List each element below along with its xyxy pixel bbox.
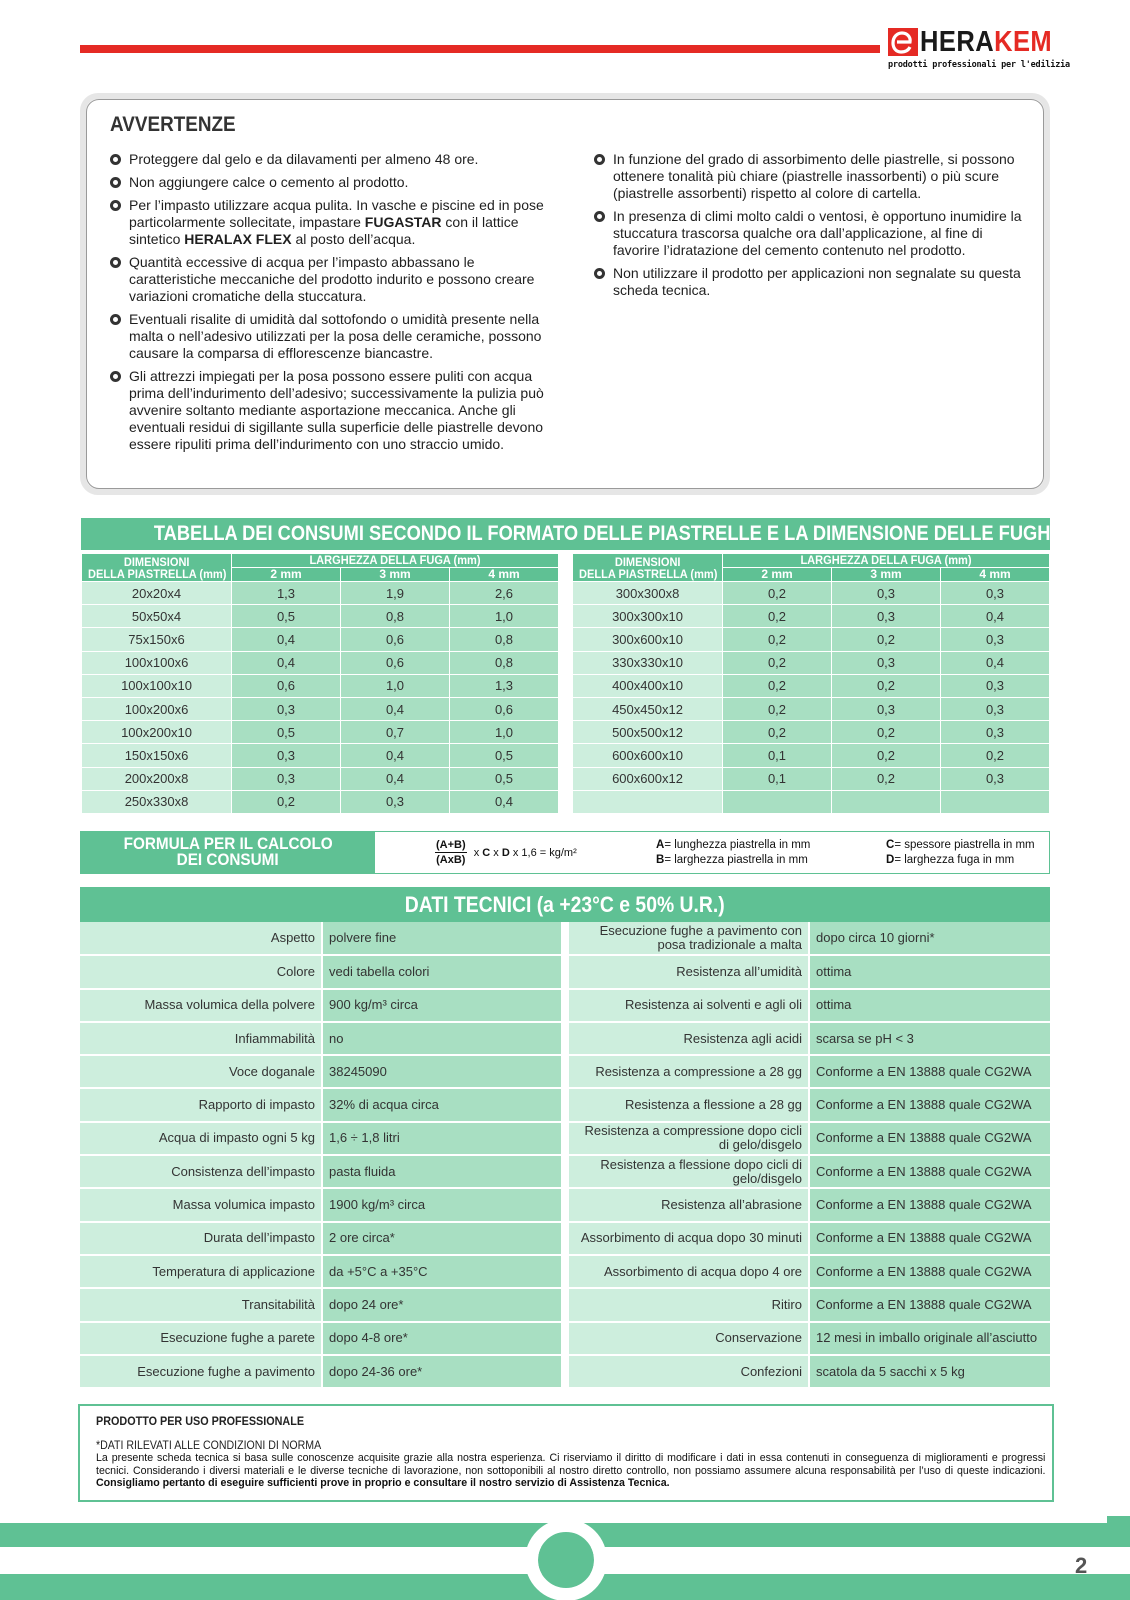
warning-item: Quantità eccessive di acqua per l’impasto abbassano le caratteristiche meccaniche del prodotto indurito e possono creare variazioni cromatiche della stuccatura. [110,254,550,305]
consumption-value-cell [941,790,1050,813]
consumption-value-cell: 0,4 [450,790,559,813]
consumption-value-cell: 0,2 [723,721,832,744]
property-value: 32% di acqua circa [322,1088,561,1121]
warning-item: Gli attrezzi impiegati per la posa possono essere puliti con acqua prima dell’indurimento dell’adesivo; successivamente la pulizia può avvenire soltanto mediante asportazione meccanica. Anche gli eventuali residui di sigillante sulla superficie delle piastrelle devono essere ripuliti prima dell’indurimento con uno straccio umido. [110,368,550,453]
technical-table-right [569,922,1050,1389]
consumption-value-cell [832,790,941,813]
consumption-value-cell: 0,8 [450,651,559,674]
property-value: ottima [809,989,1050,1022]
col-header: 4 mm [941,568,1050,582]
tile-dimension-cell: 100x100x10 [82,674,232,697]
formula-box [80,831,1050,874]
property-name: Transitabilità [80,1288,322,1321]
table-row [80,1155,561,1188]
table-row [569,1022,1050,1055]
property-value: pasta fluida [322,1155,561,1188]
table-row [80,1288,561,1321]
bullet-icon [110,154,121,165]
consumption-value-cell: 0,3 [941,767,1050,790]
formula-definitions-ab: A= lunghezza piastrella in mm B= larghezza piastrella in mm [656,839,811,866]
table-row [569,989,1050,1022]
warning-item: Proteggere dal gelo e da dilavamenti per almeno 48 ore. [110,151,550,168]
property-name: Esecuzione fughe a pavimento con posa tradizionale a malta [569,922,809,955]
table-row [573,767,1050,790]
consumption-value-cell: 0,4 [232,628,341,651]
table-row [573,697,1050,720]
warning-item: In presenza di climi molto caldi o ventosi, è opportuno inumidire la stuccatura trascorsa qualche ora dall’applicazione, al fine di favorire l’idratazione del cemento contenuto nel prodotto. [594,208,1026,259]
warnings-right-list [594,151,1026,305]
consumption-table-right [572,553,1050,814]
tile-dimension-cell: 500x500x12 [573,721,723,744]
consumption-value-cell: 0,4 [341,767,450,790]
col-header: 4 mm [450,568,559,582]
property-value: Conforme a EN 13888 quale CG2WA [809,1088,1050,1121]
table-row [82,628,559,651]
consumption-value-cell: 0,3 [941,628,1050,651]
property-name: Conservazione [569,1322,809,1355]
tile-dimension-cell: 400x400x10 [573,674,723,697]
herakem-logo-icon [888,28,918,56]
tile-dimension-cell: 330x330x10 [573,651,723,674]
consumption-value-cell: 0,2 [941,744,1050,767]
joint-width-header: LARGHEZZA DELLA FUGA (mm) [723,554,1050,568]
table-row [82,744,559,767]
table-row [82,651,559,674]
warning-item: In funzione del grado di assorbimento delle piastrelle, si possono ottenere tonalità più chiare (piastrelle inassorbenti) o più scure (piastrelle assorbenti) rispetto al colore di cartella. [594,151,1026,202]
formula-equation: $\frac{(A+B)}{\text{(AxB)}}$ x C x D x 1,6 = kg/m² [436,839,577,866]
property-name: Esecuzione fughe a parete [80,1322,322,1355]
consumption-value-cell: 0,2 [723,674,832,697]
table-row [80,1122,561,1155]
property-value: dopo 4-8 ore* [322,1322,561,1355]
consumption-value-cell: 0,2 [832,767,941,790]
table-row [573,790,1050,813]
consumption-value-cell: 1,0 [341,674,450,697]
property-name: Resistenza all’abrasione [569,1188,809,1221]
property-value: 12 mesi in imballo originale all’asciutto [809,1322,1050,1355]
table-row [573,582,1050,605]
consumption-value-cell: 0,4 [232,651,341,674]
property-value: Conforme a EN 13888 quale CG2WA [809,1222,1050,1255]
warnings-box [80,93,1050,495]
brand-part-1: HERA [920,26,995,58]
consumption-value-cell [723,790,832,813]
table-row [80,1222,561,1255]
notes-box [78,1404,1054,1502]
technical-table-left [80,922,561,1389]
brand-part-2: KEM [994,26,1053,58]
property-name: Ritiro [569,1288,809,1321]
property-value: dopo circa 10 giorni* [809,922,1050,955]
property-value: 900 kg/m³ circa [322,989,561,1022]
col-header: 2 mm [723,568,832,582]
property-value: scarsa se pH < 3 [809,1022,1050,1055]
tile-dimension-cell: 300x300x8 [573,582,723,605]
table-row [569,1122,1050,1155]
herakem-logo [888,26,1070,73]
bullet-icon [110,314,121,325]
consumption-value-cell: 0,2 [723,651,832,674]
table-row [569,1155,1050,1188]
consumption-value-cell: 0,8 [450,628,559,651]
property-value: 38245090 [322,1055,561,1088]
consumption-value-cell: 0,4 [341,697,450,720]
property-name: Resistenza a compressione a 28 gg [569,1055,809,1088]
property-name: Assorbimento di acqua dopo 30 minuti [569,1222,809,1255]
consumption-value-cell: 0,3 [832,605,941,628]
technical-data-title: DATI TECNICI (a +23°C e 50% U.R.) [80,887,1050,922]
property-name: Acqua di impasto ogni 5 kg [80,1122,322,1155]
property-name: Infiammabilità [80,1022,322,1055]
bullet-icon [110,200,121,211]
table-row [569,1055,1050,1088]
tile-dimension-cell: 450x450x12 [573,697,723,720]
table-row [80,1255,561,1288]
page-number: 2 [1075,1553,1088,1578]
tile-dimension-cell: 250x330x8 [82,790,232,813]
property-value: da +5°C a +35°C [322,1255,561,1288]
table-row [80,1355,561,1388]
tile-dimension-cell: 150x150x6 [82,744,232,767]
property-value: vedi tabella colori [322,955,561,988]
table-row [82,582,559,605]
technical-table-separator [561,922,569,1388]
consumption-value-cell: 0,7 [341,721,450,744]
tile-dimension-cell: 100x100x6 [82,651,232,674]
consumption-value-cell: 0,3 [832,651,941,674]
dimension-header: DIMENSIONI DELLA PIASTRELLA (mm) [573,554,723,582]
table-row [569,1255,1050,1288]
property-value: 1,6 ÷ 1,8 litri [322,1122,561,1155]
property-value: dopo 24-36 ore* [322,1355,561,1388]
table-row [569,1288,1050,1321]
table-row [569,1088,1050,1121]
table-row [82,790,559,813]
consumption-table-left [81,553,559,814]
table-row [573,744,1050,767]
consumption-value-cell: 0,5 [450,767,559,790]
property-value: Conforme a EN 13888 quale CG2WA [809,1288,1050,1321]
tile-dimension-cell: 600x600x12 [573,767,723,790]
warnings-title: AVVERTENZE [110,113,236,136]
brand-tagline: prodotti professionali per l'edilizia [888,60,1070,70]
consumption-value-cell: 0,3 [832,582,941,605]
consumption-value-cell: 0,3 [832,697,941,720]
table-row [80,1055,561,1088]
table-row [569,1322,1050,1355]
property-name: Voce doganale [80,1055,322,1088]
table-row [573,628,1050,651]
consumption-value-cell: 0,2 [723,628,832,651]
property-value: no [322,1022,561,1055]
table-row [82,605,559,628]
table-row [569,922,1050,955]
property-name: Resistenza a compressione dopo cicli di gelo/disgelo [569,1122,809,1155]
bullet-icon [110,177,121,188]
bullet-icon [110,371,121,382]
property-name: Resistenza a flessione dopo cicli di gelo/disgelo [569,1155,809,1188]
table-row [82,697,559,720]
warnings-left-list [110,151,550,459]
consumption-value-cell: 0,3 [941,582,1050,605]
tile-dimension-cell: 200x200x8 [82,767,232,790]
table-row [82,767,559,790]
property-name: Resistenza a flessione a 28 gg [569,1088,809,1121]
warning-item: Non aggiungere calce o cemento al prodotto. [110,174,550,191]
consumption-value-cell: 0,1 [723,767,832,790]
consumption-value-cell: 0,3 [941,674,1050,697]
consumption-value-cell: 0,2 [832,744,941,767]
property-name: Rapporto di impasto [80,1088,322,1121]
table-row [82,674,559,697]
property-name: Esecuzione fughe a pavimento [80,1355,322,1388]
table-separator [559,553,572,819]
consumption-value-cell: 0,2 [832,721,941,744]
table-row [569,1188,1050,1221]
consumption-value-cell: 0,2 [723,605,832,628]
property-name: Resistenza ai solventi e agli oli [569,989,809,1022]
table-row [80,1022,561,1055]
property-name: Durata dell’impasto [80,1222,322,1255]
consumption-value-cell: 0,3 [941,697,1050,720]
table-row [569,1222,1050,1255]
consumption-value-cell: 0,5 [232,605,341,628]
consumption-value-cell: 0,4 [941,651,1050,674]
consumption-value-cell: 0,5 [450,744,559,767]
consumption-value-cell: 2,6 [450,582,559,605]
warning-item: Per l’impasto utilizzare acqua pulita. In vasche e piscine ed in pose particolarmente sollecitate, impastare FUGASTAR con il lattice sintetico HERALAX FLEX al posto dell’acqua. [110,197,550,248]
warning-item: Eventuali risalite di umidità dal sottofondo o umidità presente nella malta o nell’adesivo utilizzati per la posa delle ceramiche, possono causare la comparsa di efflorescenze biancastre. [110,311,550,362]
table-row [573,605,1050,628]
property-value: 1900 kg/m³ circa [322,1188,561,1221]
table-row [80,1322,561,1355]
table-row [82,721,559,744]
property-value: dopo 24 ore* [322,1288,561,1321]
header-red-bar [80,45,880,53]
property-name: Resistenza all’umidità [569,955,809,988]
property-value: Conforme a EN 13888 quale CG2WA [809,1155,1050,1188]
table-row [573,651,1050,674]
table-row [573,721,1050,744]
table-row [569,1355,1050,1388]
professional-use-note: PRODOTTO PER USO PROFESSIONALE [96,1414,305,1428]
property-value: 2 ore circa* [322,1222,561,1255]
consumption-value-cell: 0,6 [341,651,450,674]
consumption-value-cell: 0,2 [232,790,341,813]
consumption-value-cell: 0,8 [341,605,450,628]
table-row [80,989,561,1022]
tile-dimension-cell: 75x150x6 [82,628,232,651]
property-value: Conforme a EN 13888 quale CG2WA [809,1255,1050,1288]
table-row [80,955,561,988]
consumption-value-cell: 0,2 [832,674,941,697]
bullet-icon [594,211,605,222]
joint-width-header: LARGHEZZA DELLA FUGA (mm) [232,554,559,568]
consumption-value-cell: 0,2 [832,628,941,651]
tile-dimension-cell: 50x50x4 [82,605,232,628]
tile-dimension-cell: 600x600x10 [573,744,723,767]
formula-fraction: $\frac{(A+B)}{\text{(AxB)}}$ [436,839,466,866]
consumption-value-cell: 0,1 [723,744,832,767]
disclaimer-text: La presente scheda tecnica si basa sulle conoscenze acquisite grazie alla nostra esperienza. Ci riserviamo il diritto di modificare i dati in essa contenuti in conseguenza di miglioramenti e progressi tecnici. Considerando i diversi materiali e le diverse tecniche di lavorazione, non sottoponibili al nostro diretto controllo, non possiamo assumere alcuna responsabilità per l’uso di queste indicazioni. Consigliamo pertanto di eseguire sufficienti prove in proprio e consultare il nostro servizio di Assistenza Tecnica. [96,1452,1046,1489]
property-value: Conforme a EN 13888 quale CG2WA [809,1055,1050,1088]
consumption-value-cell: 1,3 [450,674,559,697]
consumption-value-cell: 1,0 [450,605,559,628]
consumption-value-cell: 0,6 [232,674,341,697]
footer-band-right-top [1107,1516,1130,1523]
consumption-value-cell: 0,4 [341,744,450,767]
property-name: Massa volumica impasto [80,1188,322,1221]
property-name: Aspetto [80,922,322,955]
consumption-value-cell: 0,4 [941,605,1050,628]
consumption-value-cell: 0,6 [341,628,450,651]
bullet-icon [594,268,605,279]
consumption-value-cell: 0,2 [723,582,832,605]
consumption-value-cell: 0,5 [232,721,341,744]
consumption-value-cell: 0,3 [341,790,450,813]
col-header: 3 mm [341,568,450,582]
tile-dimension-cell: 20x20x4 [82,582,232,605]
consumption-table-title: TABELLA DEI CONSUMI SECONDO IL FORMATO DELLE PIASTRELLE E LA DIMENSIONE DELLE FUGHE (kg/m²) [81,518,1050,550]
consumption-value-cell: 1,3 [232,582,341,605]
col-header: 3 mm [832,568,941,582]
consumption-value-cell: 0,3 [232,744,341,767]
dimension-header: DIMENSIONI DELLA PIASTRELLA (mm) [82,554,232,582]
tile-dimension-cell [573,790,723,813]
property-value: scatola da 5 sacchi x 5 kg [809,1355,1050,1388]
property-name: Massa volumica della polvere [80,989,322,1022]
tile-dimension-cell: 300x300x10 [573,605,723,628]
table-row [569,955,1050,988]
formula-definitions-cd: C= spessore piastrella in mm D= larghezza fuga in mm [886,839,1035,866]
footer-circle-icon [525,1519,607,1600]
property-value: ottima [809,955,1050,988]
property-name: Confezioni [569,1355,809,1388]
property-name: Temperatura di applicazione [80,1255,322,1288]
bullet-icon [110,257,121,268]
property-value: Conforme a EN 13888 quale CG2WA [809,1122,1050,1155]
consumption-value-cell: 0,3 [232,767,341,790]
consumption-value-cell: 0,3 [941,721,1050,744]
consumption-value-cell: 0,2 [723,697,832,720]
table-row [80,922,561,955]
col-header: 2 mm [232,568,341,582]
property-value: polvere fine [322,922,561,955]
bullet-icon [594,154,605,165]
property-name: Resistenza agli acidi [569,1022,809,1055]
consumption-value-cell: 0,6 [450,697,559,720]
tile-dimension-cell: 300x600x10 [573,628,723,651]
formula-label: FORMULA PER IL CALCOLO DEI CONSUMI [81,832,375,873]
tile-dimension-cell: 100x200x10 [82,721,232,744]
table-row [80,1088,561,1121]
property-name: Assorbimento di acqua dopo 4 ore [569,1255,809,1288]
table-row [80,1188,561,1221]
property-value: Conforme a EN 13888 quale CG2WA [809,1188,1050,1221]
tile-dimension-cell: 100x200x6 [82,697,232,720]
brand-wordmark [920,25,1052,59]
property-name: Consistenza dell’impasto [80,1155,322,1188]
table-row [573,674,1050,697]
norm-conditions-note: *DATI RILEVATI ALLE CONDIZIONI DI NORMA [96,1440,322,1452]
consumption-value-cell: 0,3 [232,697,341,720]
consumption-value-cell: 1,0 [450,721,559,744]
warning-item: Non utilizzare il prodotto per applicazioni non segnalate su questa scheda tecnica. [594,265,1026,299]
property-name: Colore [80,955,322,988]
consumption-value-cell: 1,9 [341,582,450,605]
